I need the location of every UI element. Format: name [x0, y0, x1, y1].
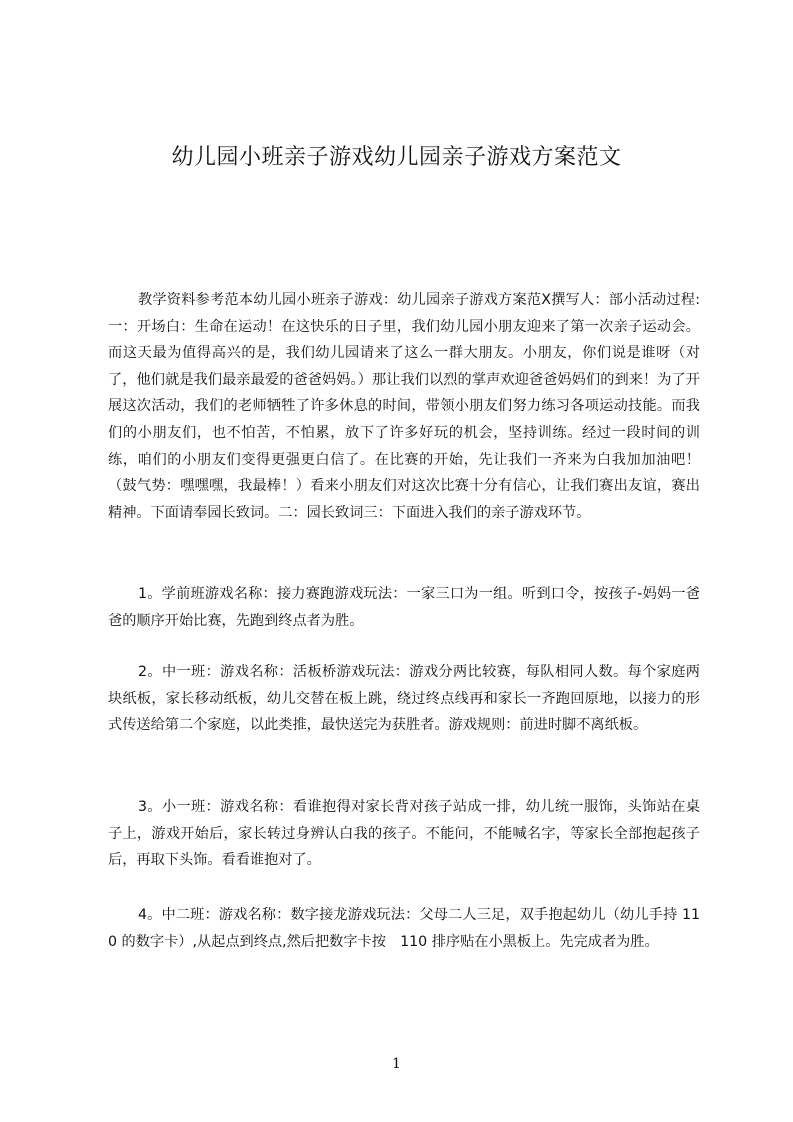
body-paragraph-game-1: 1。学前班游戏名称：接力赛跑游戏玩法：一家三口为一组。听到口令，按孩子-妈妈一爸爸的顺序开始比赛，先跑到终点者为胜。 [108, 586, 700, 629]
body-paragraph-intro: 教学资料参考范本幼儿园小班亲子游戏：幼儿园亲子游戏方案范X撰写人：部小活动过程:一：开场白：生命在运动！在这快乐的日子里，我们幼儿园小朋友迎来了第一次亲子运动会。而这天最为值得高兴的是，我们幼儿园请来了这么一群大朋友。小朋友，你们说是谁呀（对了，他们就是我们最亲最爱的爸爸妈妈。）那让我们以烈的掌声欢迎爸爸妈妈们的到来！为了开展这次活动，我们的老师牺牲了许多休息的时间，带领小朋友们努力练习各项运动技能。而我们的小朋友们，也不怕苦，不怕累，放下了许多好玩的机会，坚持训练。经过一段时间的训练，咱们的小朋友们变得更强更白信了。在比赛的开始，先让我们一齐来为白我加加油吧！（鼓气势：嘿嘿嘿，我最棒！）看来小朋友们对这次比赛十分有信心，让我们赛出友谊，赛出精神。下面请奉园长致词。二：园长致词三：下面进入我们的亲子游戏环节。 [108, 292, 700, 521]
body-paragraph-game-4: 4。中二班：游戏名称：数字接龙游戏玩法：父母二人三足，双手抱起幼儿（幼儿手持 110 的数字卡）,从起点到终点,然后把数字卡按 110 排序贴在小黑板上。先完成者为胜。 [108, 907, 700, 950]
body-paragraph-game-2: 2。中一班：游戏名称：活板桥游戏玩法：游戏分两比较赛，每队相同人数。每个家庭两块纸板，家长移动纸板，幼儿交替在板上跳，绕过终点线再和家长一齐跑回原地，以接力的形式传送给第二个家庭，以此类推，最快送完为获胜者。游戏规则：前进时脚不离纸板。 [108, 664, 700, 734]
page-number: 1 [392, 1056, 401, 1072]
page-title: 幼儿园小班亲子游戏幼儿园亲子游戏方案范文 [171, 145, 622, 170]
body-paragraph-game-3: 3。小一班：游戏名称：看谁抱得对家长背对孩子站成一排，幼儿统一服饰，头饰站在桌子上，游戏开始后，家长转过身辨认白我的孩子。不能问，不能喊名字，等家长全部抱起孩子后，再取下头饰。看看谁抱对了。 [108, 799, 700, 869]
